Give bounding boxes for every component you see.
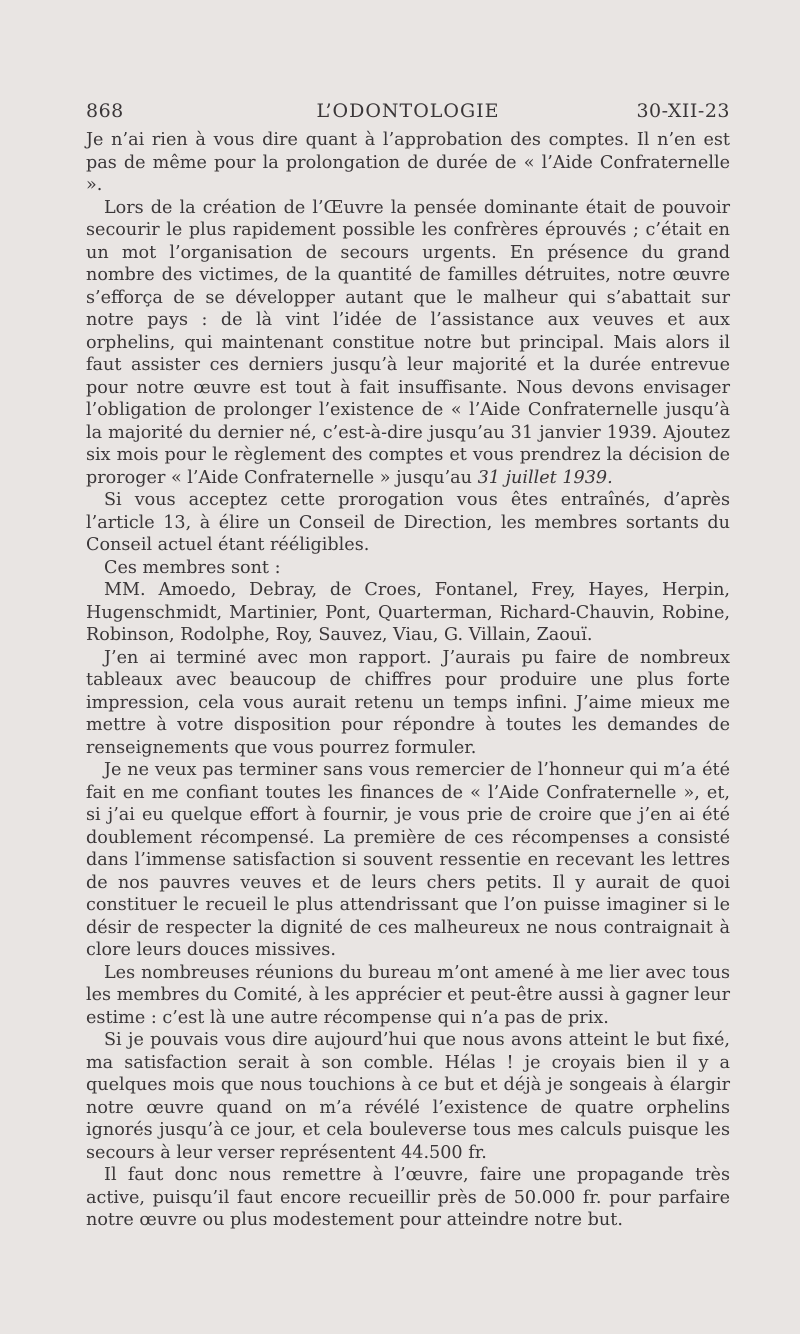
paragraph: Ces membres sont : bbox=[104, 557, 281, 578]
paragraph: Je ne veux pas terminer sans vous remercier de l’honneur qui m’a été fait en me confiant toutes les finances de « l’Aide Confraternelle », et, si j’ai eu quelque effort à fournir, je vous prie de croire que j’en ai été doublement récompensé. La première de ces récompenses a consisté dans l’immense satisfaction si souvent ressentie en recevant les lettres de nos pauvres veuves et de leurs chers petits. Il y aurait de quoi constituer le recueil le plus attendrissant que l’on puisse imaginer si le désir de respecter la dignité de ces malheureux ne nous contraignait à clore leurs douces missives. bbox=[86, 760, 730, 960]
prorogation-date: 31 juillet 1939. bbox=[477, 467, 613, 488]
page-header bbox=[86, 100, 730, 126]
paragraph: Les nombreuses réunions du bureau m’ont amené à me lier avec tous les membres du Comité, à les apprécier et peut-être aussi à gagner leur estime : c’est là une autre récompense qui n’a pas de prix. bbox=[86, 962, 730, 1028]
page-number: 868 bbox=[86, 100, 124, 122]
paragraph: Je n’ai rien à vous dire quant à l’approbation des comptes. Il n’en est pas de même pour la prolongation de durée de « l’Aide Confraternelle ». bbox=[86, 130, 730, 195]
issue-date: 30-XII-23 bbox=[636, 100, 730, 122]
paragraph: Si vous acceptez cette prorogation vous êtes entraînés, d’après l’article 13, à élire un Conseil de Direction, les membres sortants du Conseil actuel étant rééligibles. bbox=[86, 490, 730, 555]
journal-title: L’ODONTOLOGIE bbox=[316, 100, 500, 122]
paragraph-text: Lors de la création de l’Œuvre la pensée dominante était de pouvoir secourir le plus rapidement possible les confrères éprouvés ; c’était en un mot l’organisation de secours urgents. En présence du grand nombre des victimes, de la quantité de familles détruites, notre œuvre s’efforça de se développer autant que le malheur qui s’abattait sur notre pays : de là vint l’idée de l’assistance aux veuves et aux orphelins, qui maintenant constitue notre but principal. Mais alors il faut assister ces derniers jusqu’à leur majorité et la durée entrevue pour notre œuvre est tout à fait insuffisante. Nous devons envisager l’obligation de prolonger l’existence de « l’Aide Confraternelle jusqu’à la majorité du dernier né, c’est-à-dire jusqu’au 31 janvier 1939. Ajoutez six mois pour le règlement des comptes et vous prendrez la décision de proroger « l’Aide Confraternelle » jusqu’au bbox=[86, 197, 730, 488]
paragraph: J’en ai terminé avec mon rapport. J’aurais pu faire de nombreux tableaux avec beaucoup de chiffres pour produire une plus forte impression, cela vous aurait retenu un temps infini. J’aime mieux me mettre à votre disposition pour répondre à toutes les demandes de renseignements que vous pourrez formuler. bbox=[86, 647, 730, 758]
paragraph bbox=[86, 197, 730, 490]
body-text bbox=[86, 129, 730, 1232]
paragraph: Il faut donc nous remettre à l’œuvre, faire une propagande très active, puisqu’il faut encore recueillir près de 50.000 fr. pour parfaire notre œuvre ou plus modestement pour atteindre notre but. bbox=[86, 1165, 730, 1230]
paragraph: MM. Amoedo, Debray, de Croes, Fontanel, Frey, Hayes, Herpin, Hugenschmidt, Martinier, Pont, Quarterman, Richard-Chauvin, Robine, Robinson, Rodolphe, Roy, Sauvez, Viau, G. Villain, Zaouï. bbox=[86, 580, 730, 645]
paragraph: Si je pouvais vous dire aujourd’hui que nous avons atteint le but fixé, ma satisfaction serait à son comble. Hélas ! je croyais bien il y a quelques mois que nous touchions à ce but et déjà je songeais à élargir notre œuvre quand on m’a révélé l’existence de quatre orphelins ignorés jusqu’à ce jour, et cela bouleverse tous mes calculs puisque les secours à leur verser représentent 44.500 fr. bbox=[86, 1030, 730, 1163]
